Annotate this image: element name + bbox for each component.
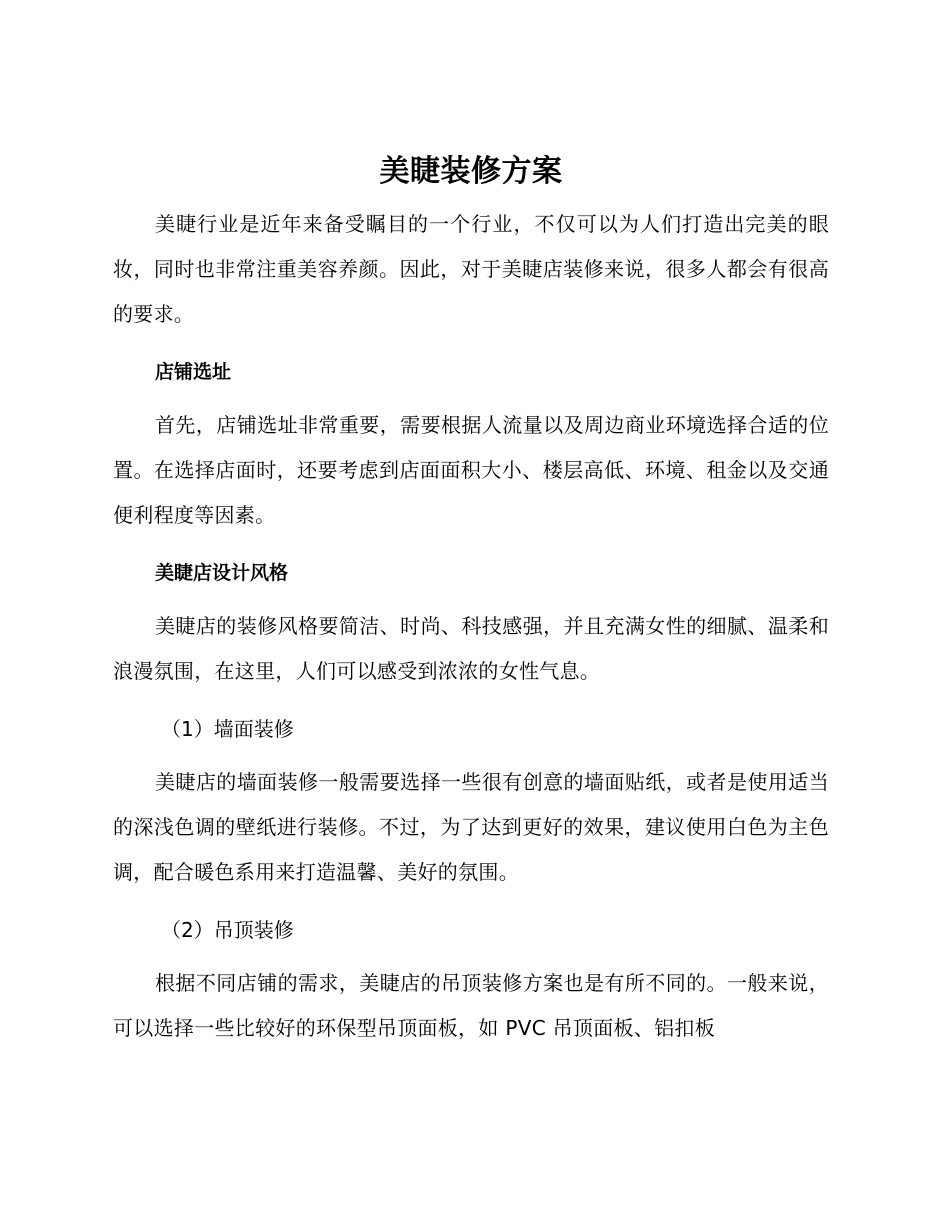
- section-heading-design-style: 美睫店设计风格: [155, 562, 289, 584]
- section-heading-store-location: 店铺选址: [155, 361, 232, 383]
- intro-paragraph: 美睫行业是近年来备受瞩目的一个行业，不仅可以为人们打造出完美的眼妆，同时也非常注重美容养颜。因此，对于美睫店装修来说，很多人都会有很高的要求。: [113, 212, 829, 326]
- subheading-wall-decoration: （1）墙面装修: [161, 717, 294, 741]
- design-style-paragraph: 美睫店的装修风格要简洁、时尚、科技感强，并且充满女性的细腻、温柔和浪漫氛围，在这里，人们可以感受到浓浓的女性气息。: [113, 614, 829, 683]
- ceiling-decoration-paragraph: 根据不同店铺的需求，美睫店的吊顶装修方案也是有所不同的。一般来说，可以选择一些比较好的环保型吊顶面板，如 PVC 吊顶面板、铝扣板: [113, 971, 829, 1040]
- document-title: 美睫装修方案: [379, 154, 563, 189]
- store-location-paragraph: 首先，店铺选址非常重要，需要根据人流量以及周边商业环境选择合适的位置。在选择店面时，还要考虑到店面面积大小、楼层高低、环境、租金以及交通便利程度等因素。: [113, 413, 829, 527]
- subheading-ceiling-decoration: （2）吊顶装修: [161, 918, 294, 942]
- document-page: [113, 150, 829, 1051]
- wall-decoration-paragraph: 美睫店的墙面装修一般需要选择一些很有创意的墙面贴纸，或者是使用适当的深浅色调的壁纸进行装修。不过，为了达到更好的效果，建议使用白色为主色调，配合暖色系用来打造温馨、美好的氛围。: [113, 770, 829, 884]
